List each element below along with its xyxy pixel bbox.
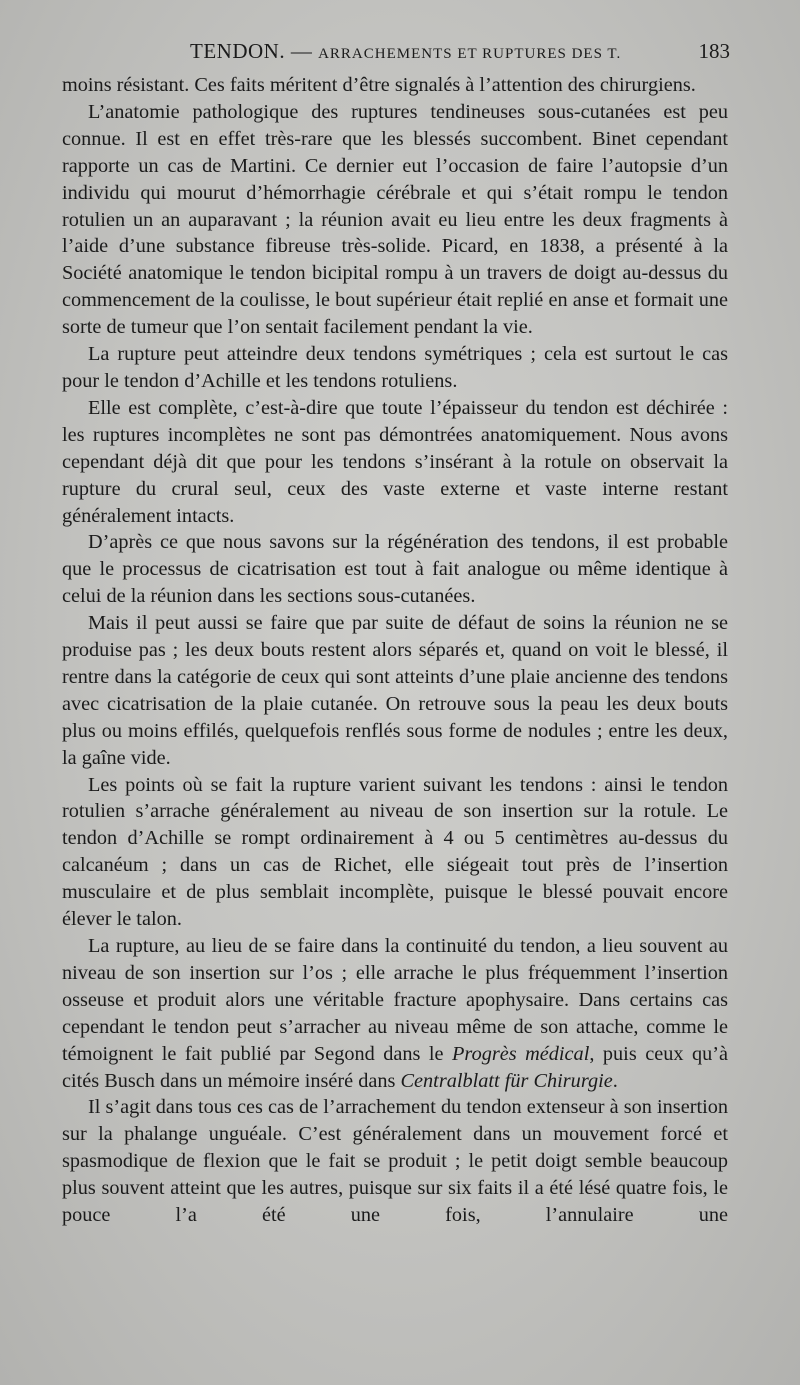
paragraph-8-text-2: , puis ceux qu’à cités Busch dans un mémoire inséré dans xyxy=(62,1042,729,1092)
running-title xyxy=(190,36,621,69)
paragraph-1: moins résistant. Ces faits méritent d’être signalés à l’attention des chirurgiens. xyxy=(62,74,696,96)
paragraph-5: D’après ce que nous savons sur la régénération des tendons, il est probable que le processus de cicatrisation est tout à fait analogue ou même identique à celui de la réunion dans les sections sous-cutanées. xyxy=(62,531,728,608)
paragraph-9: Il s’agit dans tous ces cas de l’arrachement du tendon extenseur à son insertion sur la phalange unguéale. C’est généralement dans un mouvement forcé et spasmodique de flexion que le fait se produit ; le petit doigt semble beaucoup plus souvent atteint que les autres, puisque sur six faits il a été lésé quatre fois, le pouce l’a été une fois, l’annulaire une xyxy=(62,1096,728,1227)
paragraph-8-text-3: . xyxy=(612,1069,618,1092)
paragraph-4: Elle est complète, c’est-à-dire que toute l’épaisseur du tendon est déchirée : les ruptures incomplètes ne sont pas démontrées anatomiquement. Nous avons cependant déjà dit que pour les tendons s’insérant à la rotule on observait la rupture du crural seul, ceux des vaste externe et vaste interne restant généralement intacts. xyxy=(62,396,728,527)
journal-title-centralblatt: Centralblatt für Chirurgie xyxy=(400,1069,613,1092)
header-dash: — xyxy=(290,39,313,63)
header-subtitle: ARRACHEMENTS ET RUPTURES DES T. xyxy=(318,46,622,62)
paragraph-8 xyxy=(62,933,728,1094)
running-header xyxy=(62,36,730,66)
header-title: TENDON. xyxy=(190,39,286,63)
journal-title-progres-medical: Progrès médical xyxy=(452,1042,590,1065)
paragraph-3: La rupture peut atteindre deux tendons symétriques ; cela est surtout le cas pour le tendon d’Achille et les tendons rotuliens. xyxy=(62,343,728,392)
paragraph-6: Mais il peut aussi se faire que par suite de défaut de soins la réunion ne se produise pas ; les deux bouts restent alors séparés et, quand on voit le blessé, il rentre dans la catégorie de ceux qui sont atteints d’une plaie ancienne des tendons avec cicatrisation de la plaie cutanée. On retrouve sous la peau les deux bouts plus ou moins effilés, quelquefois renflés sous forme de nodules ; entre les deux, la gaîne vide. xyxy=(62,612,728,769)
page-body xyxy=(62,72,728,1229)
page-number: 183 xyxy=(698,39,730,63)
paragraph-8-text-1: La rupture, au lieu de se faire dans la continuité du tendon, a lieu souvent au niveau de son insertion sur l’os ; elle arrache le plus fréquemment l’insertion osseuse et produit alors une véritable fracture apophysaire. Dans certains cas cependant le tendon peut s’arracher au niveau même de son attache, comme le témoignent le fait publié par Segond dans le xyxy=(62,935,728,1065)
paragraph-7: Les points où se fait la rupture varient suivant les tendons : ainsi le tendon rotulien s’arrache généralement au niveau de son insertion sur la rotule. Le tendon d’Achille se rompt ordinairement à 4 ou 5 centimètres au-dessus du calcanéum ; dans un cas de Richet, elle siégeait tout près de l’insertion musculaire et de plus semblait incomplète, puisque le blessé pouvait encore élever le talon. xyxy=(62,773,728,931)
paragraph-2: L’anatomie pathologique des ruptures tendineuses sous-cutanées est peu connue. Il est en effet très-rare que les blessés succombent. Binet cependant rapporte un cas de Martini. Ce dernier eut l’occasion de faire l’autopsie d’un individu qui mourut d’hémorrhagie cérébrale et qui s’était rompu le tendon rotulien un an auparavant ; la réunion avait eu lieu entre les deux fragments à l’aide d’une substance fibreuse très-solide. Picard, en 1838, a présenté à la Société anatomique le tendon bicipital rompu à un travers de doigt au-dessus du commencement de la coulisse, le bout supérieur était replié en anse et formait une sorte de tumeur que l’on sentait facilement pendant la vie. xyxy=(62,100,728,339)
